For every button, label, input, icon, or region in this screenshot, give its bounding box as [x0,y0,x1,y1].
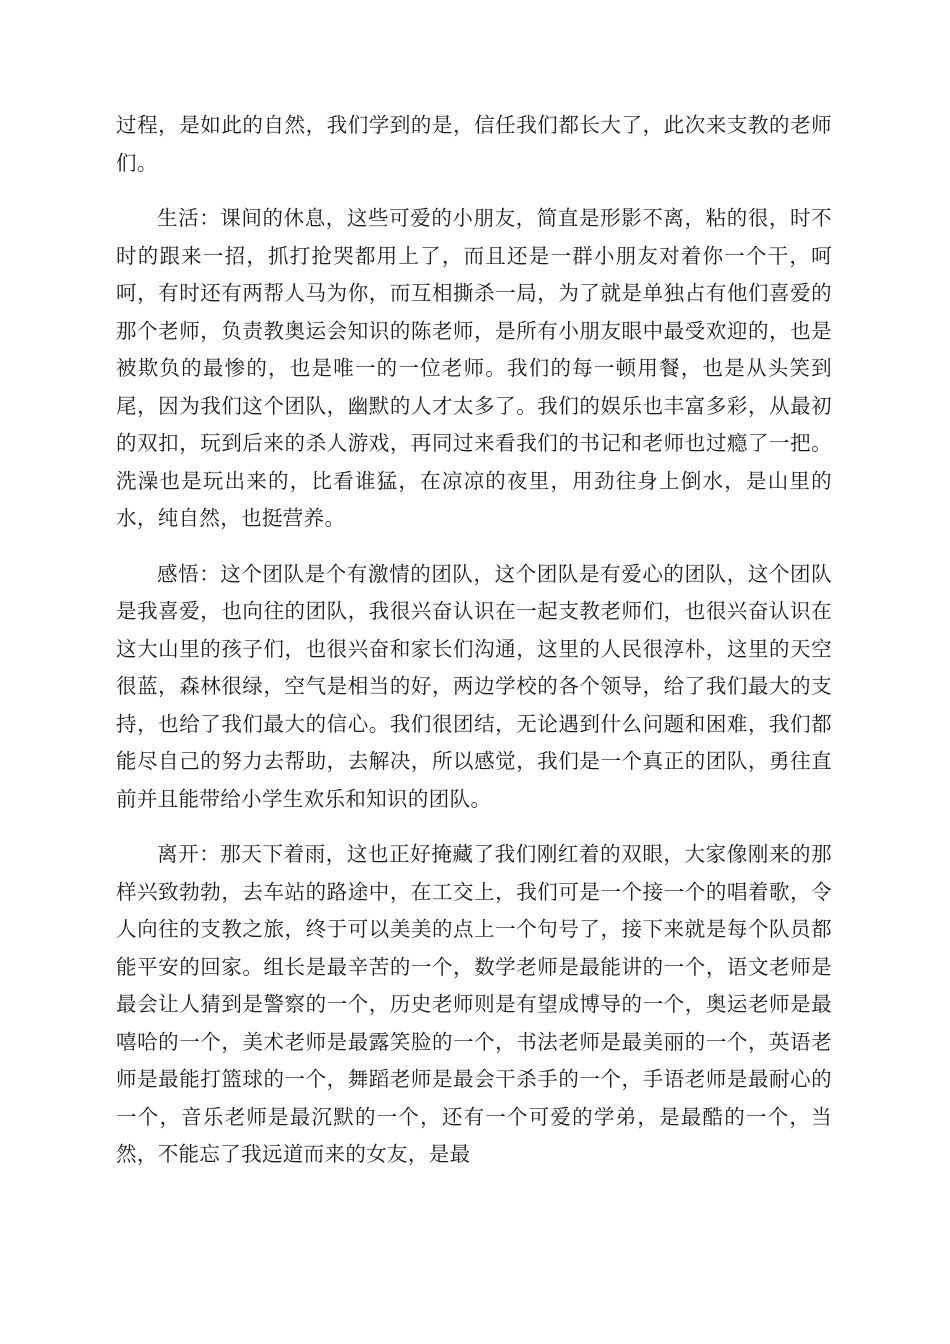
paragraph-continuation: 过程，是如此的自然，我们学到的是，信任我们都长大了，此次来支教的老师们。 [116,113,832,175]
paragraph-departure: 离开：那天下着雨，这也正好掩藏了我们刚红着的双眼，大家像刚来的那样兴致勃勃，去车站的路途中，在工交上，我们可是一个接一个的唱着歌，令人向往的支教之旅，终于可以美美的点上一个句号了，接下来就是每个队员都能平安的回家。组长是最辛苦的一个，数学老师是最能讲的一个，语文老师是最会让人猜到是警察的一个，历史老师则是有望成博导的一个，奥运老师是最嘻哈的一个，美术老师是最露笑脸的一个，书法老师是最美丽的一个，英语老师是最能打篮球的一个，舞蹈老师是最会干杀手的一个，手语老师是最耐心的一个，音乐老师是最沉默的一个，还有一个可爱的学弟，是最酷的一个，当然，不能忘了我远道而来的女友，是最 [116,842,832,1166]
paragraph-life: 生活：课间的休息，这些可爱的小朋友，简直是形影不离，粘的很，时不时的跟来一招，抓打抢哭都用上了，而且还是一群小朋友对着你一个干，呵呵，有时还有两帮人马为你，而互相撕杀一局，为了就是单独占有他们喜爱的那个老师，负责教奥运会知识的陈老师，是所有小朋友眼中最受欢迎的，也是被欺负的最惨的，也是唯一的一位老师。我们的每一顿用餐，也是从头笑到尾，因为我们这个团队，幽默的人才太多了。我们的娱乐也丰富多彩，从最初的双扣，玩到后来的杀人游戏，再同过来看我们的书记和老师也过瘾了一把。洗澡也是玩出来的，比看谁猛，在凉凉的夜里，用劲往身上倒水，是山里的水，纯自然，也挺营养。 [116,206,832,530]
paragraph-reflection: 感悟：这个团队是个有激情的团队，这个团队是有爱心的团队，这个团队是我喜爱，也向往的团队，我很兴奋认识在一起支教老师们，也很兴奋认识在这大山里的孩子们，也很兴奋和家长们沟通，这里的人民很淳朴，这里的天空很蓝，森林很绿，空气是相当的好，两边学校的各个领导，给了我们最大的支持，也给了我们最大的信心。我们很团结，无论遇到什么问题和困难，我们都能尽自己的努力去帮助，去解决，所以感觉，我们是一个真正的团队，勇往直前并且能带给小学生欢乐和知识的团队。 [116,561,832,811]
document-body [116,107,832,1174]
